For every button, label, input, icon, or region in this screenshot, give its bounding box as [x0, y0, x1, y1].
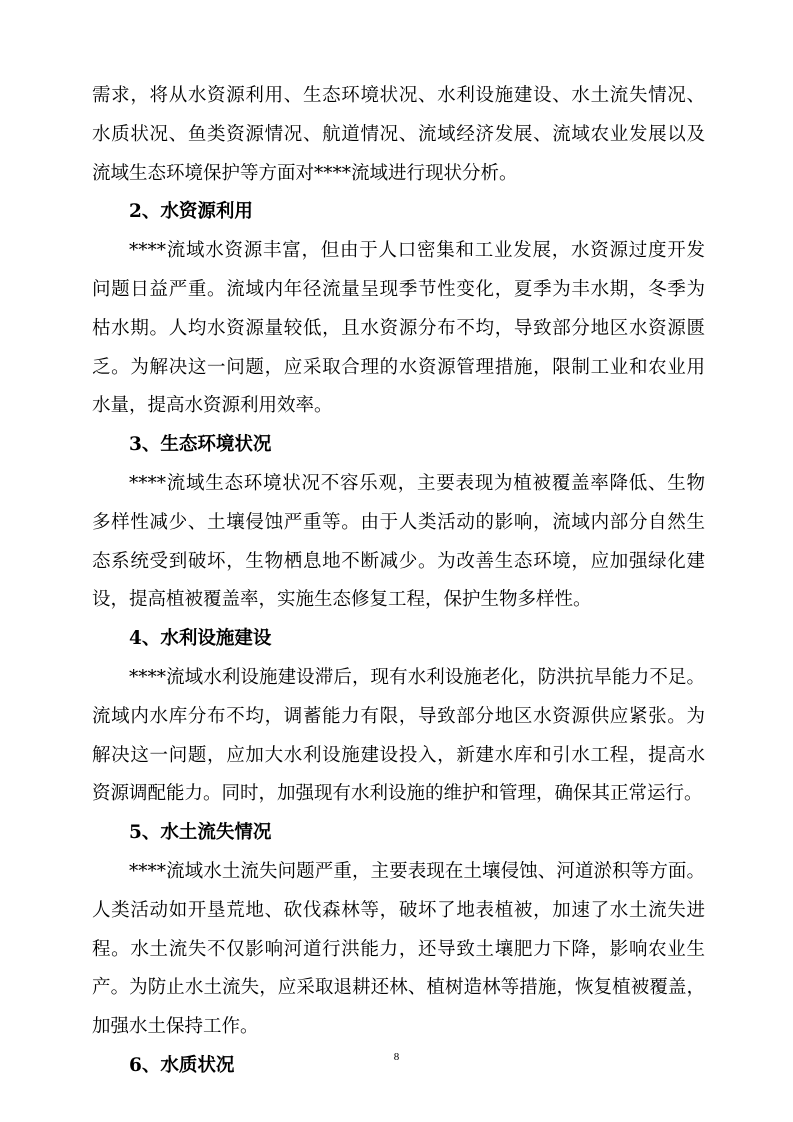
paragraph-line: 产。为防止水土流失，应采取退耕还林、植树造林等措施，恢复植被覆盖， — [92, 977, 705, 999]
paragraph-line: 人类活动如开垦荒地、砍伐森林等，破坏了地表植被，加速了水土流失进 — [92, 899, 705, 921]
paragraph-line: 多样性减少、土壤侵蚀严重等。由于人类活动的影响，流域内部分自然生 — [92, 511, 705, 533]
paragraph-line: ****流域水利设施建设滞后，现有水利设施老化，防洪抗旱能力不足。 — [129, 666, 705, 688]
paragraph-line: 水质状况、鱼类资源情况、航道情况、流域经济发展、流域农业发展以及 — [92, 123, 705, 145]
page-number: 8 — [393, 1051, 400, 1063]
paragraph-line: 资源调配能力。同时，加强现有水利设施的维护和管理，确保其正常运行。 — [92, 783, 703, 805]
paragraph-line: 乏。为解决这一问题，应采取合理的水资源管理措施，限制工业和农业用 — [92, 356, 705, 378]
paragraph-line: 流域生态环境保护等方面对****流域进行现状分析。 — [92, 162, 518, 184]
section-heading: 4、水利设施建设 — [129, 628, 272, 650]
paragraph-line: ****流域水土流失问题严重，主要表现在土壤侵蚀、河道淤积等方面。 — [129, 860, 705, 882]
section-heading: 5、水土流失情况 — [129, 822, 272, 844]
paragraph-line: ****流域生态环境状况不容乐观，主要表现为植被覆盖率降低、生物 — [129, 472, 705, 494]
paragraph-line: 加强水土保持工作。 — [92, 1016, 259, 1038]
page-content — [92, 77, 705, 1086]
paragraph-line: 流域内水库分布不均，调蓄能力有限，导致部分地区水资源供应紧张。为 — [92, 705, 705, 727]
paragraph-line: 水量，提高水资源利用效率。 — [92, 395, 333, 417]
paragraph-line: 程。水土流失不仅影响河道行洪能力，还导致土壤肥力下降，影响农业生 — [92, 938, 705, 960]
section-heading: 3、生态环境状况 — [129, 434, 272, 456]
section-ecological-environment — [92, 426, 705, 620]
section-soil-erosion — [92, 814, 705, 1047]
paragraph-line: 需求，将从水资源利用、生态环境状况、水利设施建设、水土流失情况、 — [92, 85, 705, 106]
section-water-resources — [92, 193, 705, 426]
paragraph-line: 态系统受到破坏，生物栖息地不断减少。为改善生态环境，应加强绿化建 — [92, 550, 705, 572]
paragraph-line: 设，提高植被覆盖率，实施生态修复工程，保护生物多样性。 — [92, 589, 592, 611]
paragraph-line: ****流域水资源丰富，但由于人口密集和工业发展，水资源过度开发 — [129, 240, 705, 262]
intro-paragraph — [92, 77, 705, 193]
paragraph-line: 问题日益严重。流域内年径流量呈现季节性变化，夏季为丰水期，冬季为 — [92, 278, 705, 300]
paragraph-line: 枯水期。人均水资源量较低，且水资源分布不均，导致部分地区水资源匮 — [92, 317, 705, 339]
paragraph-line: 解决这一问题，应加大水利设施建设投入，新建水库和引水工程，提高水 — [92, 744, 705, 766]
section-water-facilities — [92, 620, 705, 814]
section-heading: 6、水质状况 — [129, 1054, 235, 1076]
section-heading: 2、水资源利用 — [129, 201, 253, 223]
